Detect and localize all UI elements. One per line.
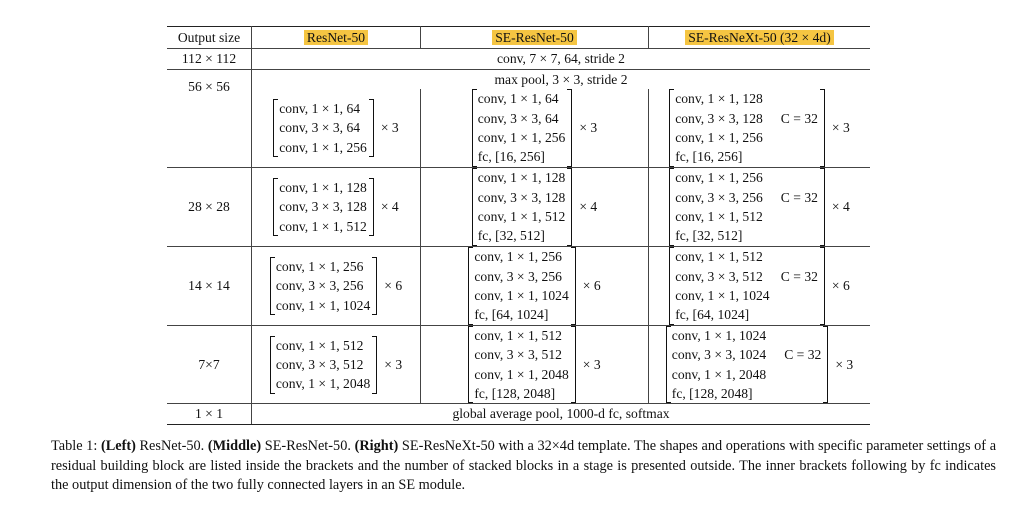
se-fc-line: fc, [128, 2048] bbox=[671, 385, 753, 401]
block-line: conv, 1 × 1, 512 bbox=[474, 328, 562, 343]
block-line: conv, 1 × 1, 256 bbox=[275, 259, 364, 275]
row-7 bbox=[167, 326, 870, 404]
se-fc-line: fc, [128, 2048] bbox=[474, 385, 556, 401]
header-se-resnext-label: SE-ResNeXt-50 (32 × 4d) bbox=[685, 30, 833, 45]
block-line: conv, 3 × 3, 64 bbox=[279, 120, 361, 136]
block-line: conv, 3 × 3, 1024 bbox=[671, 347, 767, 363]
block-multiplier: × 6 bbox=[831, 278, 850, 294]
block-line: conv, 3 × 3, 256 bbox=[675, 189, 763, 205]
size-14: 14 × 14 bbox=[167, 247, 252, 326]
se-fc-line: fc, [32, 512] bbox=[675, 228, 743, 244]
cardinality: C = 32 bbox=[780, 189, 818, 205]
stage14-se-resnet bbox=[421, 247, 649, 326]
stage28-se-resnet bbox=[421, 168, 649, 247]
row-1 bbox=[167, 404, 870, 425]
block-line: conv, 3 × 3, 128 bbox=[675, 110, 763, 126]
block-line: conv, 3 × 3, 128 bbox=[279, 199, 367, 215]
se-fc-line: fc, [32, 512] bbox=[477, 228, 545, 244]
size-112: 112 × 112 bbox=[167, 49, 252, 70]
block-line: conv, 1 × 1, 2048 bbox=[275, 376, 371, 392]
block-multiplier: × 3 bbox=[835, 356, 854, 372]
size-28: 28 × 28 bbox=[167, 168, 252, 247]
conv1-cell: conv, 7 × 7, 64, stride 2 bbox=[252, 49, 871, 70]
block-line: conv, 1 × 1, 1024 bbox=[474, 288, 569, 303]
caption-right-text: SE-ResNeXt-50 with a 32×4d template. The shapes and operations with specific parameter settings of a residual building block are listed inside the brackets and the number of stacked blocks in a stage is presented outside. The inner brackets following by fc indicates the output dimension of the two fully connected layers in an SE module. bbox=[51, 438, 997, 494]
block-line: conv, 3 × 3, 64 bbox=[477, 110, 559, 126]
block-line: conv, 1 × 1, 1024 bbox=[675, 288, 770, 303]
block-line: conv, 1 × 1, 512 bbox=[477, 209, 566, 224]
caption-label: Table 1: bbox=[51, 438, 98, 454]
maxpool-cell: max pool, 3 × 3, stride 2 bbox=[252, 69, 871, 89]
architecture-table bbox=[167, 26, 870, 425]
block-multiplier: × 4 bbox=[831, 199, 850, 215]
block-line: conv, 1 × 1, 1024 bbox=[671, 328, 767, 343]
row-14 bbox=[167, 247, 870, 326]
block-multiplier: × 3 bbox=[380, 120, 399, 136]
cardinality: C = 32 bbox=[784, 347, 822, 363]
block-line: conv, 1 × 1, 2048 bbox=[474, 366, 569, 382]
block-line: conv, 1 × 1, 2048 bbox=[671, 366, 767, 382]
block-line: conv, 3 × 3, 128 bbox=[477, 189, 566, 205]
block-line: conv, 3 × 3, 512 bbox=[275, 356, 364, 372]
block-line: conv, 1 × 1, 256 bbox=[474, 249, 562, 265]
block-line: conv, 1 × 1, 512 bbox=[675, 249, 763, 265]
block-line: conv, 3 × 3, 256 bbox=[474, 268, 562, 284]
block-multiplier: × 3 bbox=[582, 356, 601, 372]
row-112 bbox=[167, 49, 870, 70]
stage56-se-resnet bbox=[421, 89, 649, 168]
block-multiplier: × 4 bbox=[579, 199, 598, 215]
global-pool-cell: global average pool, 1000-d fc, softmax bbox=[252, 404, 871, 425]
se-fc-line: fc, [16, 256] bbox=[477, 149, 545, 165]
caption-right: (Right) bbox=[354, 438, 399, 454]
header-se-resnext bbox=[649, 27, 871, 49]
header-output-size: Output size bbox=[167, 27, 252, 49]
caption-left: (Left) bbox=[100, 438, 136, 454]
block-line: conv, 1 × 1, 128 bbox=[477, 170, 566, 186]
caption-left-text: ResNet-50. bbox=[139, 438, 205, 454]
block-line: conv, 3 × 3, 512 bbox=[675, 268, 763, 284]
block-multiplier: × 4 bbox=[380, 199, 399, 215]
block-line: conv, 1 × 1, 256 bbox=[279, 139, 367, 155]
size-7: 7×7 bbox=[167, 326, 252, 404]
stage7-se-resnet bbox=[421, 326, 649, 404]
block-line: conv, 1 × 1, 512 bbox=[675, 209, 763, 224]
block-line: conv, 1 × 1, 128 bbox=[279, 180, 367, 196]
block-line: conv, 1 × 1, 1024 bbox=[275, 297, 371, 313]
block-line: conv, 1 × 1, 256 bbox=[477, 130, 566, 145]
block-line: conv, 1 × 1, 64 bbox=[477, 91, 559, 107]
stage14-resnet bbox=[252, 247, 421, 326]
block-multiplier: × 6 bbox=[582, 278, 601, 294]
header-row bbox=[167, 27, 870, 49]
header-resnet-label: ResNet-50 bbox=[304, 30, 368, 45]
caption-middle-text: SE-ResNet-50. bbox=[264, 438, 351, 454]
stage56-se-resnext bbox=[649, 89, 871, 168]
stage14-se-resnext bbox=[649, 247, 871, 326]
block-multiplier: × 3 bbox=[579, 120, 598, 136]
se-fc-line: fc, [64, 1024] bbox=[474, 307, 549, 323]
row-28 bbox=[167, 168, 870, 247]
row-maxpool bbox=[167, 69, 870, 89]
header-se-resnet bbox=[421, 27, 649, 49]
stage7-se-resnext bbox=[649, 326, 871, 404]
stage28-resnet bbox=[252, 168, 421, 247]
se-fc-line: fc, [64, 1024] bbox=[675, 307, 750, 323]
header-se-resnet-label: SE-ResNet-50 bbox=[492, 30, 577, 45]
header-resnet bbox=[252, 27, 421, 49]
block-line: conv, 1 × 1, 512 bbox=[275, 337, 364, 353]
block-multiplier: × 6 bbox=[384, 278, 403, 294]
caption-middle: (Middle) bbox=[207, 438, 262, 454]
stage28-se-resnext bbox=[649, 168, 871, 247]
block-line: conv, 3 × 3, 256 bbox=[275, 278, 364, 294]
stage56-resnet bbox=[252, 89, 421, 168]
block-line: conv, 1 × 1, 512 bbox=[279, 218, 367, 234]
block-line: conv, 1 × 1, 128 bbox=[675, 91, 763, 107]
block-multiplier: × 3 bbox=[831, 120, 850, 136]
block-line: conv, 3 × 3, 512 bbox=[474, 347, 562, 363]
cardinality: C = 32 bbox=[780, 268, 818, 284]
table-caption bbox=[51, 437, 996, 496]
block-line: conv, 1 × 1, 256 bbox=[675, 170, 763, 186]
cardinality: C = 32 bbox=[780, 110, 818, 126]
block-line: conv, 1 × 1, 256 bbox=[675, 130, 763, 145]
se-fc-line: fc, [16, 256] bbox=[675, 149, 743, 165]
row-56 bbox=[167, 89, 870, 168]
size-1: 1 × 1 bbox=[167, 404, 252, 425]
size-56: 56 × 56 bbox=[167, 69, 252, 168]
block-multiplier: × 3 bbox=[384, 356, 403, 372]
block-line: conv, 1 × 1, 64 bbox=[279, 101, 361, 117]
stage7-resnet bbox=[252, 326, 421, 404]
